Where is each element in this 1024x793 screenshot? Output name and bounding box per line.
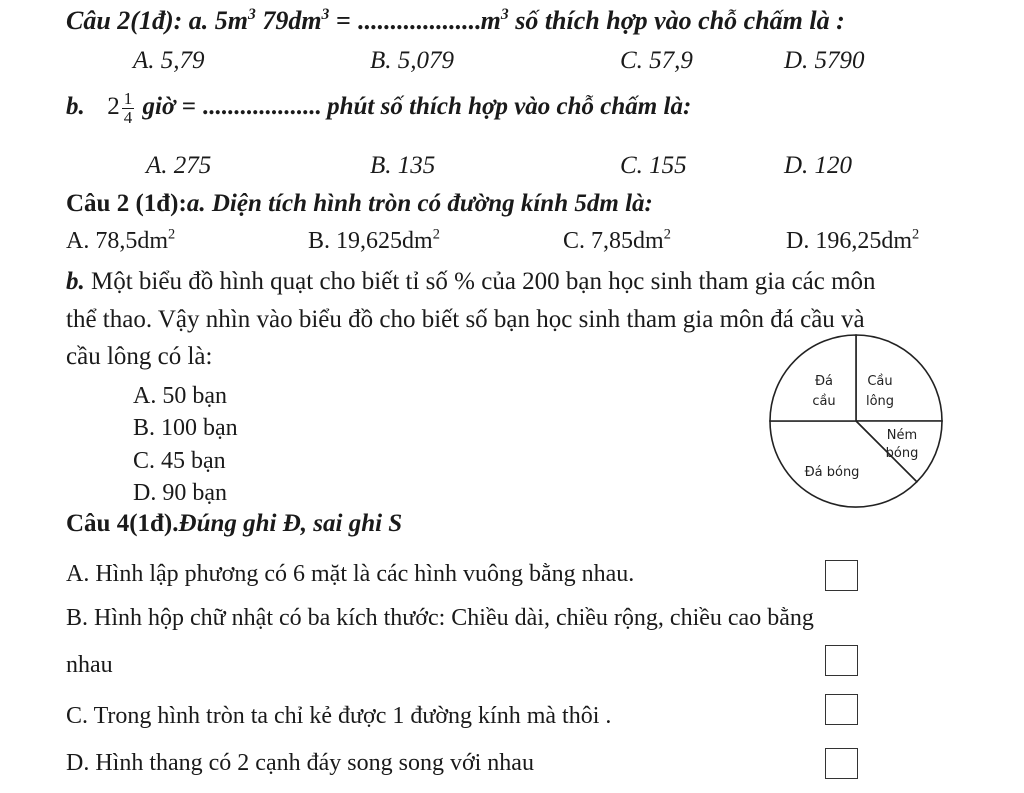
- q2a-equals: =: [335, 6, 351, 35]
- q4-line: [66, 510, 402, 538]
- q2b-option-b[interactable]: B. 135: [370, 152, 436, 179]
- q2d-line3: cầu lông có là:: [66, 343, 213, 370]
- q2b-prefix: b.: [66, 93, 85, 121]
- q2d-option-c[interactable]: C. 45 bạn: [133, 448, 226, 474]
- q2c-option-c[interactable]: C. $7,85dm^2$: [563, 226, 671, 254]
- q2b-option-a[interactable]: A. 275: [146, 152, 212, 179]
- pie-label-1-line-1: Đá: [814, 374, 834, 389]
- q2b-blank[interactable]: ...................: [202, 93, 321, 121]
- q2c-option-d[interactable]: D. $196,25dm^2$: [786, 226, 920, 254]
- pie-label-3-line-2: bóng: [885, 446, 919, 461]
- q2a-unit: $m^3$: [480, 5, 509, 35]
- pie-chart: [768, 333, 948, 513]
- q2a-prefix: a.: [188, 6, 209, 35]
- pie-label-1-line-2: cầu: [812, 394, 836, 409]
- q2c-line: [66, 190, 653, 218]
- q4-answer-box-b[interactable]: [825, 645, 858, 676]
- q2b-option-c[interactable]: C. 155: [620, 152, 687, 179]
- q2a-term2: $79dm^3$: [262, 5, 330, 35]
- q4-answer-box-d[interactable]: [825, 748, 858, 779]
- q2a-option-d[interactable]: D. 5790: [784, 47, 865, 74]
- q4-answer-box-a[interactable]: [825, 560, 858, 591]
- q2a-tail: số thích hợp vào chỗ chấm là :: [515, 6, 845, 35]
- q4-title: Đúng ghi Đ, sai ghi S: [178, 510, 403, 537]
- q2a-label: Câu 2(1đ):: [66, 6, 183, 35]
- q4-statement-b-line2: nhau: [66, 652, 113, 678]
- q4-statement-b-line1: B. Hình hộp chữ nhật có ba kích thước: Chiều dài, chiều rộng, chiều cao bằng: [66, 605, 814, 631]
- q2a-option-a[interactable]: A. 5,79: [133, 47, 205, 74]
- pie-slices: [770, 335, 942, 507]
- q2b-mixed-number: 2 $\frac{1}{4}$: [107, 89, 133, 127]
- q4-answer-box-c[interactable]: [825, 694, 858, 725]
- q2a-option-c[interactable]: C. 57,9: [620, 47, 693, 74]
- q2a-option-b[interactable]: B. 5,079: [370, 47, 455, 74]
- q2d-line1: b. Một biểu đồ hình quạt cho biết tỉ số % của 200 bạn học sinh tham gia các môn: [66, 268, 876, 295]
- pie-label-3-line-1: Ném: [886, 428, 918, 443]
- q2b-option-d[interactable]: D. 120: [784, 152, 853, 179]
- q2a-term1: $5m^3$: [214, 5, 256, 35]
- q2d-line2: thể thao. Vậy nhìn vào biểu đồ cho biết số bạn học sinh tham gia môn đá cầu và: [66, 306, 865, 333]
- q2c-text: a. Diện tích hình tròn có đường kính 5dm là:: [186, 190, 653, 217]
- q2c-option-b[interactable]: B. $19,625dm^2$: [308, 226, 440, 254]
- q2b-unit: giờ =: [142, 93, 196, 121]
- q2c-option-a[interactable]: A. $78,5dm^2$: [66, 226, 176, 254]
- q2a-blank[interactable]: ...................: [357, 6, 481, 35]
- q2a-line: [66, 6, 845, 36]
- q2b-line: [66, 90, 691, 127]
- pie-label-2-line-1: Cầu: [867, 374, 893, 389]
- q2d-option-a[interactable]: A. 50 bạn: [133, 383, 227, 409]
- q2d-option-d[interactable]: D. 90 bạn: [133, 480, 227, 506]
- q2d-prefix: b.: [66, 268, 85, 295]
- q4-statement-c: C. Trong hình tròn ta chỉ kẻ được 1 đường kính mà thôi .: [66, 703, 612, 729]
- q2c-label: Câu 2 (1đ):: [66, 190, 187, 217]
- q2b-tail: phút số thích hợp vào chỗ chấm là:: [327, 93, 692, 121]
- pie-label-4-line-1: Đá bóng: [804, 465, 860, 480]
- q4-statement-d: D. Hình thang có 2 cạnh đáy song song với nhau: [66, 750, 534, 776]
- q2d-option-b[interactable]: B. 100 bạn: [133, 415, 238, 441]
- pie-label-2-line-2: lông: [865, 394, 895, 409]
- q4-statement-a: A. Hình lập phương có 6 mặt là các hình vuông bằng nhau.: [66, 561, 635, 587]
- q4-label: Câu 4(1đ).: [66, 510, 179, 537]
